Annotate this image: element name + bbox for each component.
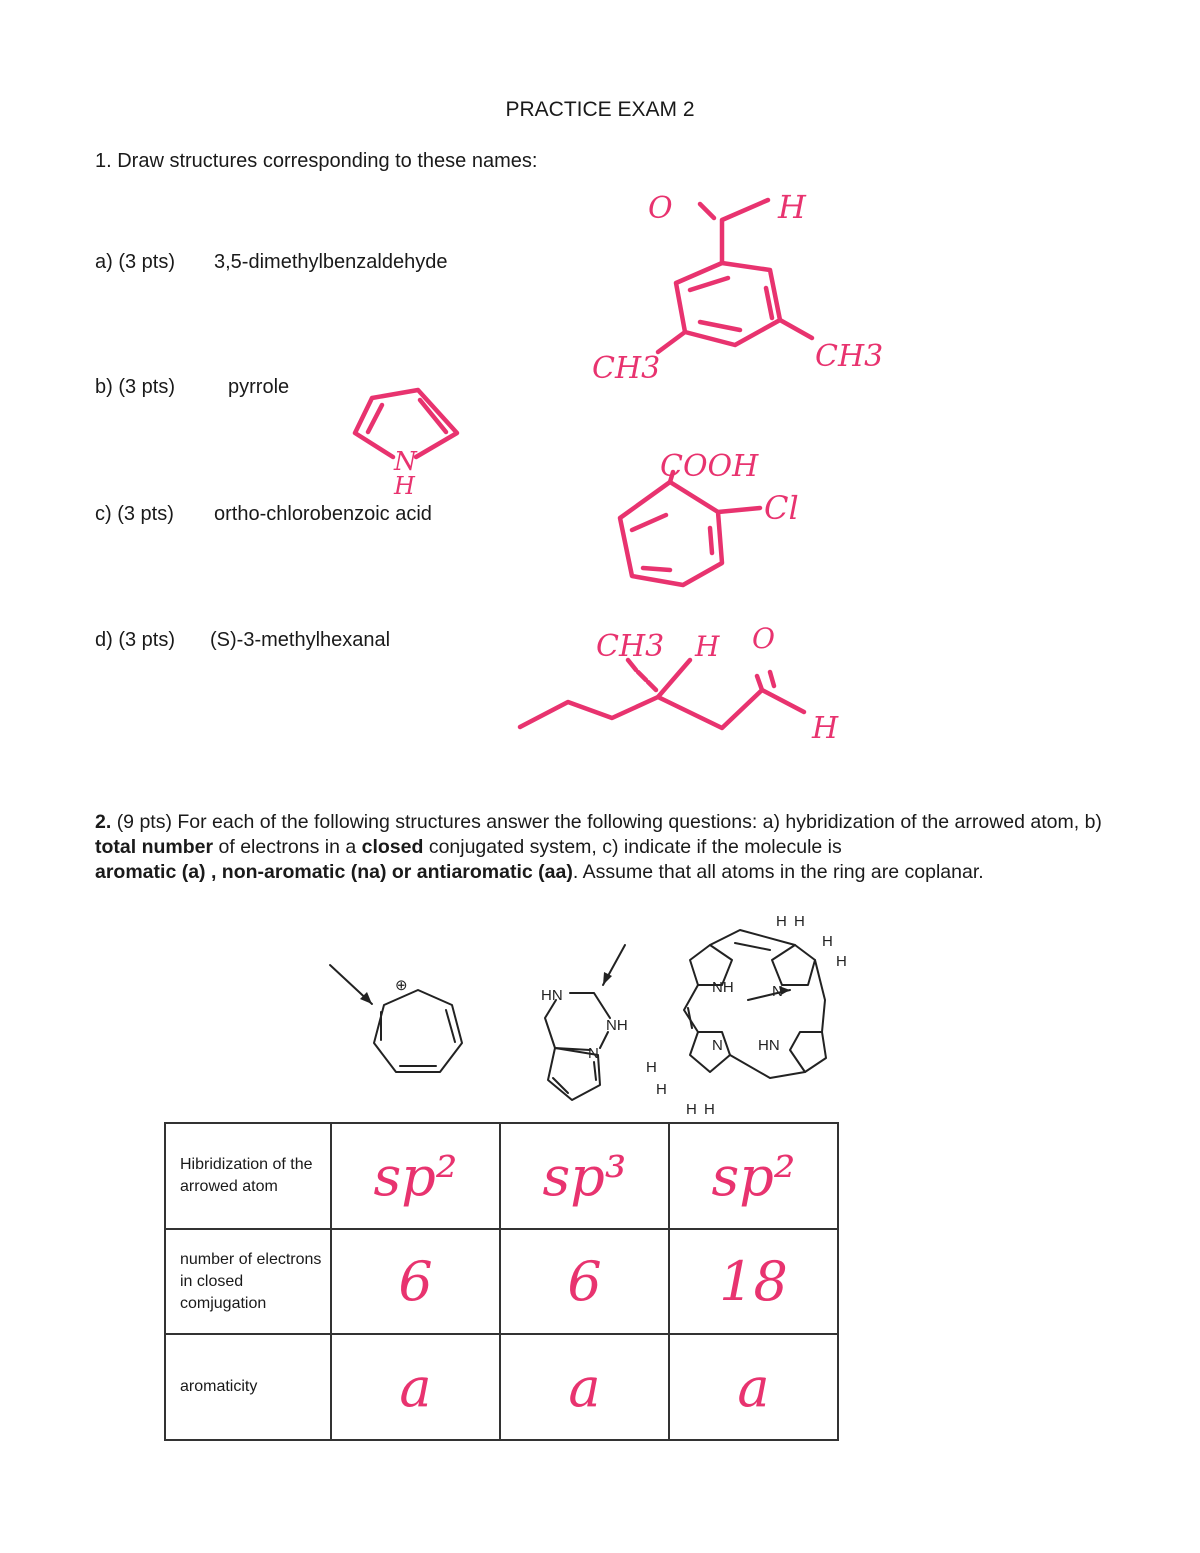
- s3-n1: N: [772, 983, 783, 1000]
- q2-bold2: closed: [361, 836, 424, 858]
- answer-cell: a: [331, 1334, 500, 1440]
- q2-text1: For each of the following structures answer the following questions: a) hybridization of the arrowed atom, b): [177, 811, 1102, 833]
- s3-h-4: H: [836, 953, 847, 970]
- answer-cell: 18: [669, 1229, 838, 1334]
- s2-hn: HN: [541, 987, 563, 1004]
- q2-bold3: aromatic (a) , non-aromatic (na) or antiaromatic (aa): [95, 861, 573, 883]
- q1b-label: b) (3 pts): [95, 376, 176, 398]
- q2-text3: conjugated system, c) indicate if the molecule is: [428, 836, 842, 858]
- answer-cell: sp²: [669, 1123, 838, 1229]
- d-h-text: H: [695, 630, 720, 663]
- s3-h-3: H: [822, 933, 833, 950]
- row-header: number of electrons in closed comjugation: [165, 1229, 331, 1334]
- page-title: PRACTICE EXAM 2: [505, 98, 695, 121]
- a-ch3-right: CH3: [815, 339, 884, 374]
- b-n-text: N: [394, 447, 417, 477]
- d-h2-text: H: [812, 711, 839, 746]
- row-header: Hibridization of the arrowed atom: [165, 1123, 331, 1229]
- charge-plus: ⊕: [395, 977, 408, 994]
- q1d-name: (S)-3-methylhexanal: [210, 629, 391, 651]
- a-h-text: H: [778, 188, 806, 226]
- s3-hn: HN: [758, 1037, 780, 1054]
- d-ch3-text: CH3: [596, 629, 665, 664]
- c-cl-text: Cl: [764, 489, 799, 527]
- q1c-name: ortho-chlorobenzoic acid: [214, 503, 432, 525]
- table-row: [165, 1229, 838, 1334]
- structure-porphyrin: [646, 913, 847, 1118]
- answer-cell: sp²: [331, 1123, 500, 1229]
- table-row: [165, 1334, 838, 1440]
- d-o-text: O: [752, 622, 775, 655]
- s3-h-2: H: [794, 913, 805, 930]
- q2-num: 2.: [95, 811, 112, 833]
- s3-h-6: H: [656, 1081, 667, 1098]
- q2-text2: of electrons in a: [218, 836, 357, 858]
- answer-cell: a: [669, 1334, 838, 1440]
- struct-b-drawing: [355, 390, 457, 500]
- q1c-label: c) (3 pts): [95, 503, 174, 525]
- s2-nh: NH: [606, 1017, 628, 1034]
- s3-nh: NH: [712, 979, 734, 996]
- struct-a-drawing: [592, 188, 883, 386]
- q1d-label: d) (3 pts): [95, 629, 176, 651]
- s3-n2: N: [712, 1037, 723, 1054]
- answer-cell: 6: [500, 1229, 669, 1334]
- s2-n: N: [588, 1045, 599, 1062]
- struct-c-drawing: [620, 449, 799, 585]
- structure-bicyclic: [541, 945, 628, 1100]
- b-h-text: H: [394, 472, 415, 500]
- q2-pts: (9 pts): [116, 811, 172, 833]
- q2-bold1: total number: [95, 836, 214, 858]
- answer-cell: sp³: [500, 1123, 669, 1229]
- q1-prompt: 1. Draw structures corresponding to these names:: [95, 150, 538, 172]
- struct-d-drawing: [520, 622, 839, 746]
- s3-h-1: H: [776, 913, 787, 930]
- a-ch3-left: CH3: [592, 351, 661, 386]
- answer-cell: 6: [331, 1229, 500, 1334]
- row-header: aromaticity: [165, 1334, 331, 1440]
- q2-text4: . Assume that all atoms in the ring are coplanar.: [572, 861, 984, 883]
- s3-h-5: H: [646, 1059, 657, 1076]
- c-cooh-text: COOH: [660, 449, 759, 484]
- structure-tropylium: [330, 965, 462, 1072]
- a-o-text: O: [648, 191, 673, 226]
- table-row: [165, 1123, 838, 1229]
- answer-table: [164, 1122, 839, 1441]
- s3-h-7: H: [686, 1101, 697, 1118]
- answer-cell: a: [500, 1334, 669, 1440]
- q1a-label: a) (3 pts): [95, 251, 176, 273]
- s3-h-8: H: [704, 1101, 715, 1118]
- q1b-name: pyrrole: [228, 376, 290, 398]
- q1a-name: 3,5-dimethylbenzaldehyde: [214, 251, 448, 273]
